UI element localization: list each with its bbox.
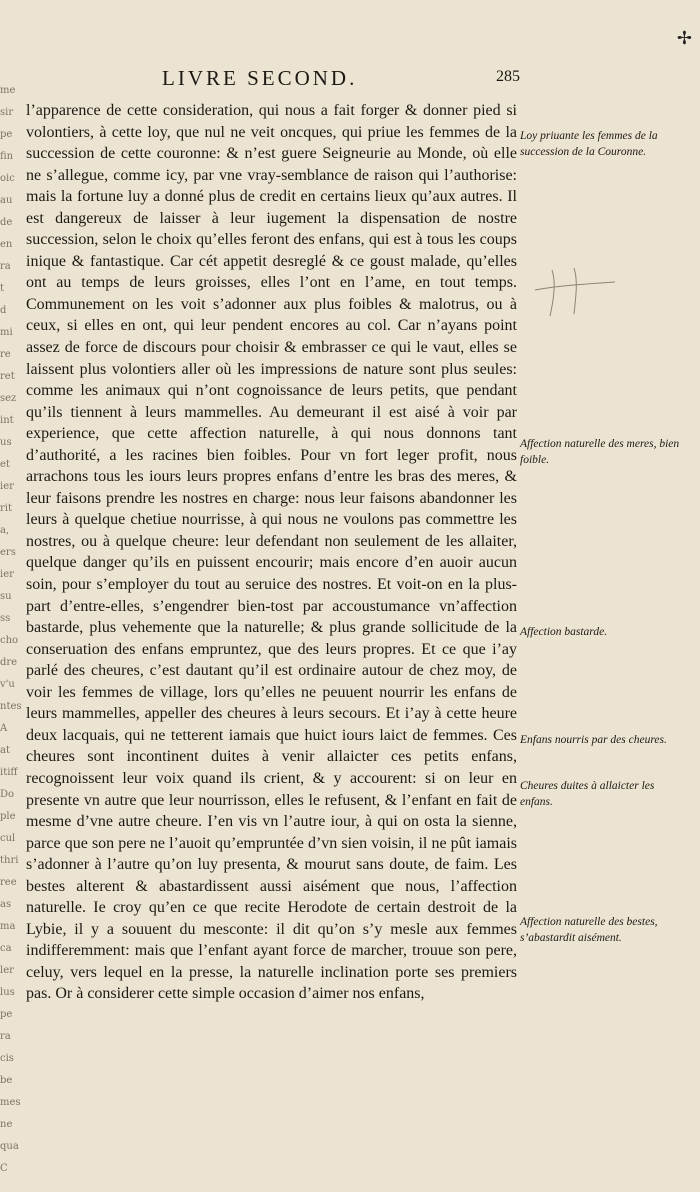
bleed-through-text — [0, 80, 22, 1174]
bleed-fragment: v'u — [0, 679, 15, 690]
page-number: 285 — [496, 68, 520, 85]
bleed-fragment: A — [0, 723, 8, 734]
bleed-fragment: us — [0, 437, 12, 448]
bleed-fragment: oic — [0, 173, 15, 184]
bleed-fragment: ra — [0, 261, 11, 272]
bleed-fragment: en — [0, 239, 13, 250]
bleed-fragment: as — [0, 899, 12, 910]
bleed-fragment: sir — [0, 107, 14, 118]
bleed-fragment: qua — [0, 1141, 19, 1152]
page-header — [160, 66, 520, 96]
pencil-mark — [530, 262, 620, 322]
bleed-fragment: Do — [0, 789, 15, 800]
margin-note: Cheures duites à allaicter les enfans. — [520, 780, 655, 808]
bleed-fragment: au — [0, 195, 13, 206]
bleed-fragment: int — [0, 415, 14, 426]
bleed-fragment: ss — [0, 613, 11, 624]
bleed-fragment: de — [0, 217, 13, 228]
bleed-fragment: mi — [0, 327, 13, 338]
margin-note: Affection naturelle des meres, bien foible. — [520, 438, 680, 466]
bleed-fragment: ple — [0, 811, 16, 822]
bleed-fragment: be — [0, 1075, 13, 1086]
bleed-fragment: cul — [0, 833, 16, 844]
bleed-fragment: mes — [0, 1097, 21, 1108]
bleed-fragment: ca — [0, 943, 12, 954]
bleed-fragment: t d — [0, 283, 7, 316]
bleed-fragment: pe — [0, 129, 13, 140]
bleed-fragment: fin — [0, 151, 14, 162]
bleed-fragment: et — [0, 459, 10, 470]
corner-mark-icon: ✢ — [676, 28, 692, 49]
body-paragraph: l’apparence de cette consideration, qui nous a fait forger & donner pied si volontiers, à cette loy, que nul ne veit oncques, qui priue les femmes de la succession de cette couronne: & n’est guere Seigneurie au Monde, où elle ne s’allegue, comme icy, par vne vray-semblance de raison qui l’authorise: mais la fortune luy a donné plus de credit en certains lieux qu’aux autres. Il est dangereux de laisser à leur iugement la dispensation de nostre succession, selon le choix qu’elles feront des enfans, qui est à tous les coups inique & fantastique. Car cét appetit desreglé & ce goust malade, qu’elles ont au temps de leurs groisses, elles l’ont en l’ame, en tout temps. Communement on les voit s’adonner aux plus foibles & malotrus, ou à ceux, si elles en ont, qui leur pendent encores au col. Car n’ayans point assez de force de discours pour choisir & embrasser ce qui le vaut, elles se laissent plus volontiers aller où les impressions de nature sont plus seules: comme les animaux qui n’ont cognoissance de leurs petits, que pendant qu’ils tiennent à leurs mammelles. Au demeurant il est aisé à voir par experience, que cette affection naturelle, à qui nous donnons tant d’authorité, a les racines bien foibles. Pour vn fort leger profit, nous arrachons tous les iours leurs propres enfans d’entre les bras des meres, & leur faisons prendre les nostres en charge: nous leur faisons abandonner les leurs à quelque chetiue nourrisse, à qui nous ne voulons pas commettre les nostres, ou à quelque cheure: leur defendant non seulement de les allaiter, quelque danger qu’ils en puissent encourir; mais encore d’en auoir aucun soin, pour s’employer du tout au seruice des nostres. Et voit-on en la plus-part d’entre-elles, s’engendrer bien-tost par accoustumance vn’affection bastarde, plus vehemente que la naturelle; & plus grande sollicitude de la conseruation des enfans empruntez, que des leurs propres. Et ce que i’ay parlé des cheures, c’est dautant qu’il est ordinaire autour de chez moy, de voir les femmes de village, lors qu’elles ne peuuent nourrir les enfans de leurs mammelles, appeller des cheures à leurs secours. Et i’ay à cette heure deux lacquais, qui ne tetterent iamais que huict iours laict de femmes. Ces cheures sont incontinent duites à venir allaicter ces petits enfans, recognoissent leur voix quand ils crient, & y accourent: si on leur en presente vn autre que leur nourrisson, elles le refusent, & l’enfant en fait de mesme d’vne autre cheure. I’en vis vn l’autre iour, à qui on osta la sienne, parce que son pere ne l’auoit qu’empruntée d’vn sien voisin, il ne pût iamais s’adonner à l’autre qu’on luy presenta, & mourut sans doute, de faim. Les bestes alterent & abastardissent aussi aisément que nous, l’affection naturelle. Ie croy qu’en ce que recite Herodote de certain destroit de la Lybie, il y a souuent du mesconte: il dit qu’on s’y mesle aux femmes indifferemment: mais que l’enfant ayant force de marcher, trouue son pere, celuy, vers lequel en la presse, la naturelle inclination porte ses premiers pas. Or à considerer cette simple occasion d’aimer nos enfans, — [26, 102, 517, 1003]
bleed-fragment: at — [0, 745, 10, 756]
bleed-fragment: ne — [0, 1119, 13, 1130]
bleed-fragment: thri — [0, 855, 19, 866]
bleed-fragment: su — [0, 591, 12, 602]
bleed-fragment: dre — [0, 657, 18, 668]
bleed-fragment: ers — [0, 547, 16, 558]
bleed-fragment: ra — [0, 1031, 11, 1042]
bleed-fragment: pe — [0, 1009, 13, 1020]
bleed-fragment: ma — [0, 921, 16, 932]
bleed-fragment: cis — [0, 1053, 14, 1064]
bleed-fragment: cho — [0, 635, 19, 646]
bleed-fragment: lus — [0, 987, 15, 998]
running-title: LIVRE SECOND. — [162, 66, 358, 90]
bleed-fragment: me — [0, 85, 16, 96]
bleed-fragment: a, — [0, 525, 10, 536]
main-text-block — [26, 100, 517, 1005]
bleed-fragment: ntes — [0, 701, 22, 712]
bleed-fragment: rit — [0, 503, 12, 514]
bleed-fragment: ree — [0, 877, 17, 888]
margin-note: Affection bastarde. — [520, 626, 608, 638]
margin-note: Affection naturelle des bestes, s’abastardit aisément. — [520, 916, 658, 944]
bleed-fragment: ier — [0, 481, 14, 492]
margin-note: Enfans nourris par des cheures. — [520, 734, 667, 746]
margin-note: Loy priuante les femmes de la succession de la Couronne. — [520, 130, 658, 158]
bleed-fragment: ier — [0, 569, 14, 580]
bleed-fragment: sez — [0, 393, 17, 404]
bleed-fragment: C — [0, 1163, 8, 1174]
bleed-fragment: ler — [0, 965, 14, 976]
bleed-fragment: ret — [0, 371, 15, 382]
bleed-fragment: re — [0, 349, 11, 360]
bleed-fragment: itiff — [0, 767, 18, 778]
